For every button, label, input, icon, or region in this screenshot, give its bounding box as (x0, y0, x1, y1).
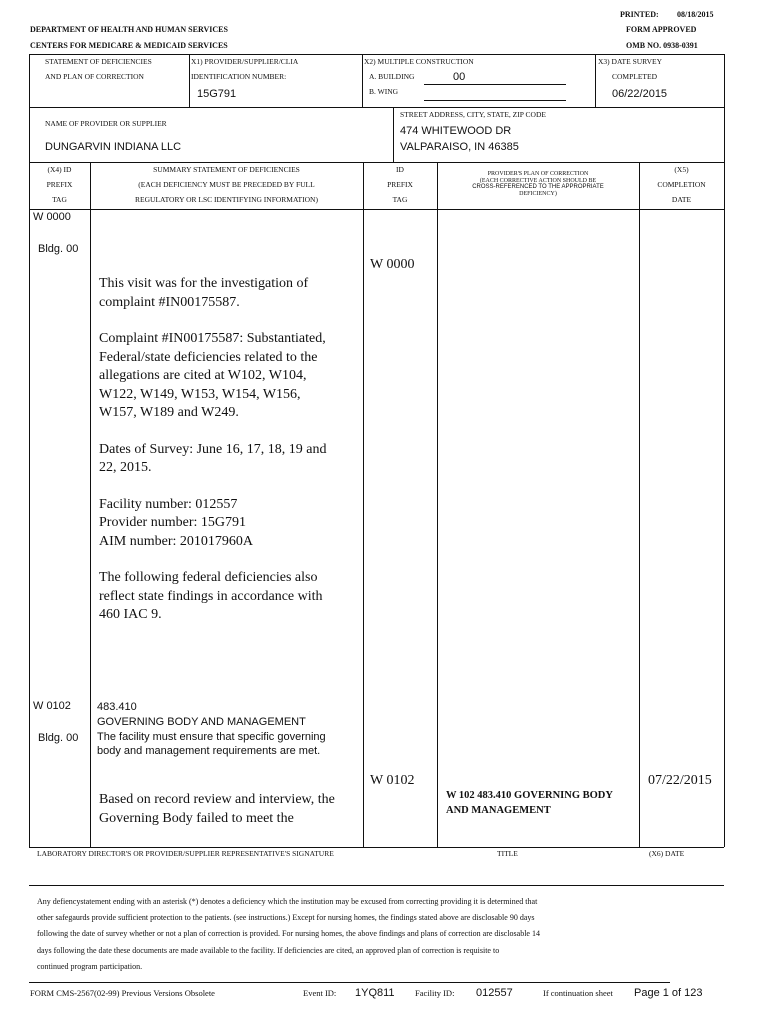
summary-header-2: (EACH DEFICIENCY MUST BE PRECEDED BY FULL (138, 180, 315, 189)
disclaimer: Any defiencystatement ending with an asterisk (*) denotes a deficiency which the institution may be excused from correcting providing it is determined that other safegaurds provide sufficient protection to the patients. (see instructions.) Except for nursing homes, the findings stated above are disclosable 90 days following the date of survey whether or not a plan of correction is provided. For nursing homes, the above findings and plans of correction are disclosable 14 days following the date these documents are made available to the facility. If deficiencies are cited, an approved plan of correction is requisite to continued program participation. (37, 897, 540, 971)
provider-name-value: DUNGARVIN INDIANA LLC (45, 141, 182, 153)
title-label: TITLE (497, 849, 518, 858)
x4-header-1: (X4) ID (47, 165, 72, 174)
regulation-text: The facility must ensure that specific governing body and management requirements are met. (97, 730, 326, 758)
printed-date: 08/18/2015 (677, 10, 714, 19)
building-value: 00 (453, 71, 466, 83)
date-label: (X6) DATE (649, 849, 685, 858)
provider-name-label: NAME OF PROVIDER OR SUPPLIER (45, 119, 167, 128)
building-underline (424, 84, 566, 85)
complaint-paragraph: Complaint #IN00175587: Substantiated, Federal/state deficiencies related to the allegations are cited at W102, W104, W122, W149, W153, W154, W156, W157, W189 and W249. (99, 331, 326, 420)
survey-date-value: 06/22/2015 (612, 88, 668, 100)
x5-header-2: COMPLETION (657, 180, 706, 189)
tag-w0000-right: W 0000 (370, 257, 415, 272)
form-approved: FORM APPROVED (626, 25, 697, 34)
footer-divider (29, 982, 670, 983)
address-line-2: VALPARAISO, IN 46385 (400, 141, 519, 153)
statement-label-2: AND PLAN OF CORRECTION (45, 72, 144, 81)
omb-number: OMB NO. 0938-0391 (626, 41, 698, 50)
x4-header-3: TAG (52, 195, 67, 204)
x3-label-1: X3) DATE SURVEY (598, 57, 662, 66)
continuation-label: If continuation sheet (543, 988, 613, 998)
completion-date: 07/22/2015 (648, 773, 712, 788)
visit-paragraph: This visit was for the investigation of complaint #IN00175587. (99, 276, 309, 310)
plan-header: PROVIDER'S PLAN OF CORRECTION (EACH CORRECTIVE ACTION SHOULD BE CROSS-REFERENCED TO THE APPROPRIATE DEFICIENCY) (472, 171, 604, 197)
printed-label: PRINTED: (620, 10, 659, 19)
building-label: A. BUILDING (369, 72, 415, 81)
governing-body-paragraph: Based on record review and interview, the Governing Body failed to meet the (99, 792, 335, 826)
address-line-1: 474 WHITEWOOD DR (400, 125, 512, 137)
event-id-label: Event ID: (303, 988, 337, 998)
statement-label-1: STATEMENT OF DEFICIENCIES (45, 57, 152, 66)
x5-header-3: DATE (671, 195, 692, 204)
facility-id-value: 012557 (476, 987, 513, 999)
tag-w0000: W 0000 (33, 211, 71, 223)
page-number: Page 1 of 123 (634, 987, 703, 999)
wing-label: B. WING (369, 87, 399, 96)
regulation-number: 483.410 (97, 701, 137, 713)
id-header-1: ID (396, 165, 404, 174)
centers-title: CENTERS FOR MEDICARE & MEDICAID SERVICES (30, 41, 228, 50)
department-title: DEPARTMENT OF HEALTH AND HUMAN SERVICES (30, 25, 228, 34)
x1-label-1: X1) PROVIDER/SUPPLIER/CLIA (191, 57, 299, 66)
facility-id-label: Facility ID: (415, 988, 455, 998)
summary-header-1: SUMMARY STATEMENT OF DEFICIENCIES (153, 165, 300, 174)
signature-label: LABORATORY DIRECTOR'S OR PROVIDER/SUPPLIER REPRESENTATIVE'S SIGNATURE (37, 849, 334, 858)
x3-label-2: COMPLETED (612, 72, 657, 81)
event-id-value: 1YQ811 (355, 987, 395, 999)
id-header-2: PREFIX (387, 180, 413, 189)
tag-w0102: W 0102 (33, 700, 71, 712)
building-ref-1: Bldg. 00 (38, 243, 79, 255)
address-label: STREET ADDRESS, CITY, STATE, ZIP CODE (400, 110, 546, 119)
regulation-block (97, 700, 337, 759)
federal-deficiencies-paragraph: The following federal deficiencies also reflect state findings in accordance with 460 IAC 9. (99, 570, 323, 622)
x5-header-1: (X5) (674, 165, 689, 174)
x4-header-2: PREFIX (46, 180, 73, 189)
survey-dates-paragraph: Dates of Survey: June 16, 17, 18, 19 and 22, 2015. (99, 441, 327, 475)
id-numbers-block: Facility number: 012557 Provider number: 15G791 AIM number: 201017960A (99, 496, 253, 549)
regulation-title: GOVERNING BODY AND MANAGEMENT (97, 715, 306, 728)
provider-id-value: 15G791 (197, 88, 237, 100)
plan-heading: W 102 483.410 GOVERNING BODY AND MANAGEMENT (446, 790, 613, 816)
id-header-3: TAG (392, 195, 408, 204)
x1-label-2: IDENTIFICATION NUMBER: (191, 72, 287, 81)
deficiency-text-1 (99, 275, 339, 625)
x2-label: X2) MULTIPLE CONSTRUCTION (364, 57, 474, 66)
building-ref-2: Bldg. 00 (38, 732, 79, 744)
tag-w0102-right: W 0102 (370, 773, 415, 788)
signature-divider (29, 885, 724, 886)
wing-underline (424, 100, 566, 101)
summary-header-3: REGULATORY OR LSC IDENTIFYING INFORMATION) (135, 195, 318, 204)
form-number: FORM CMS-2567(02-99) Previous Versions Obsolete (30, 988, 215, 998)
